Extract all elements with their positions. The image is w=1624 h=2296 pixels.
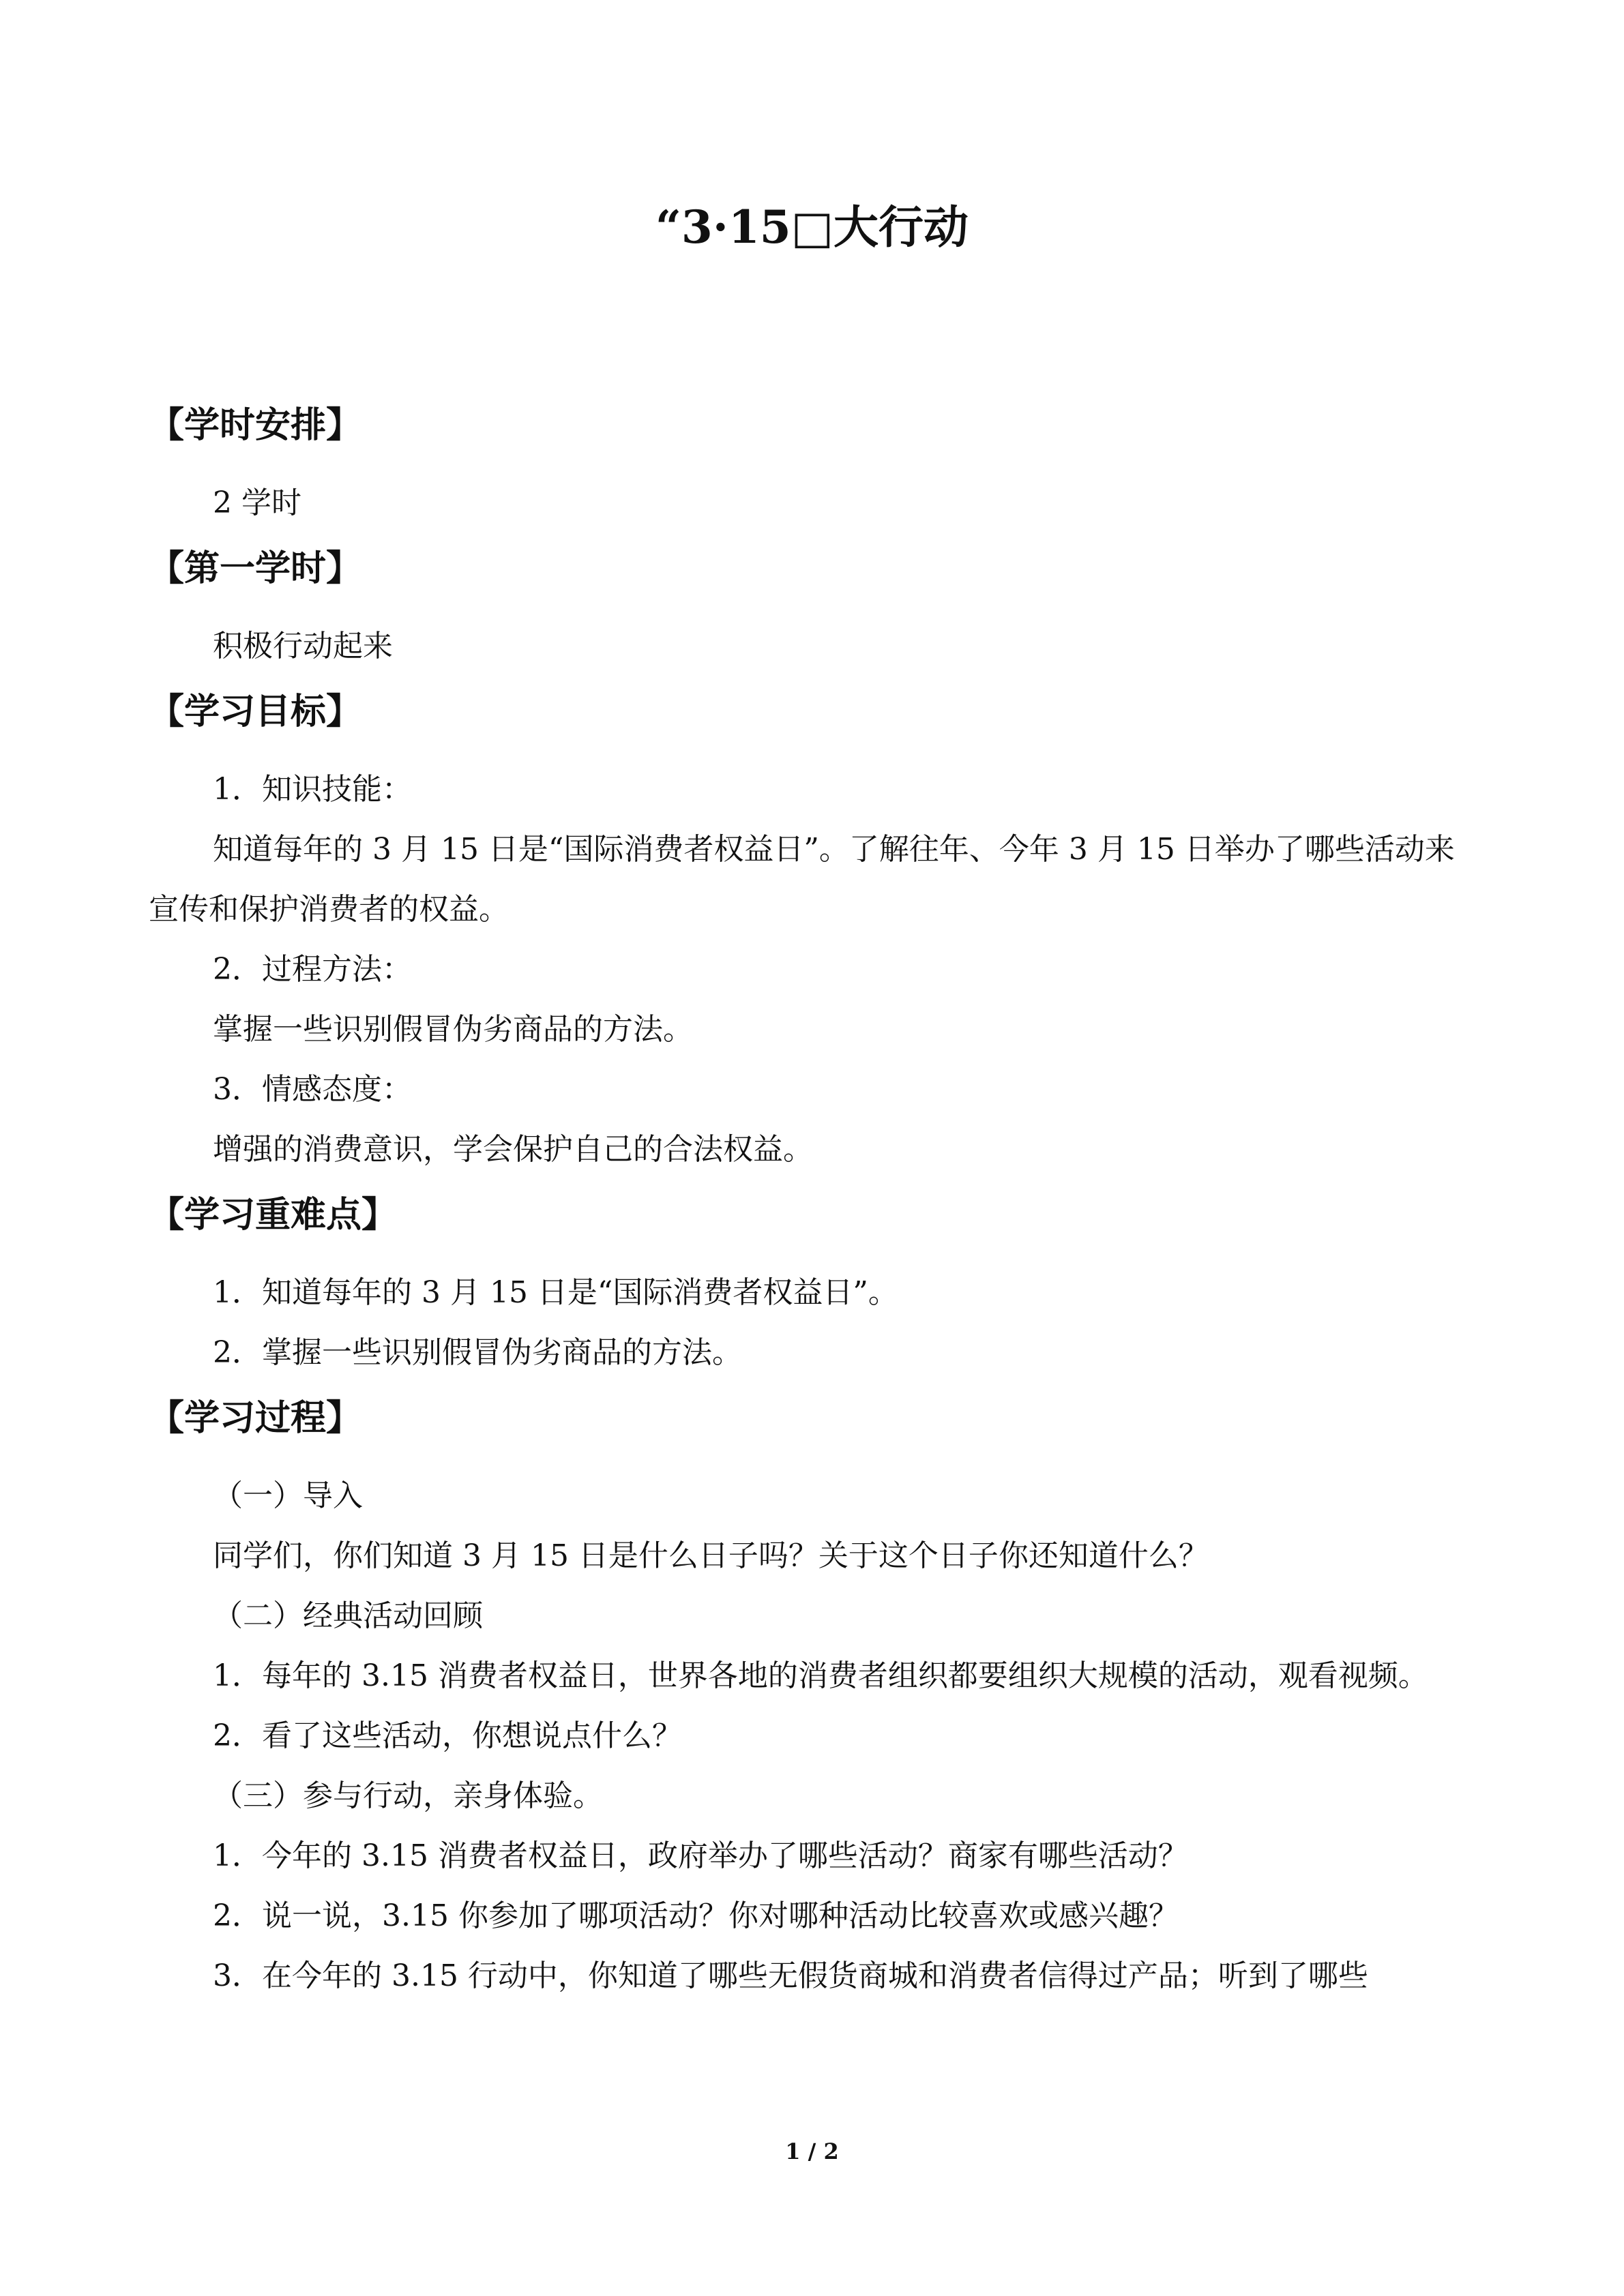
document-body	[149, 402, 1462, 2006]
paragraph: 2．说一说，3.15 你参加了哪项活动？你对哪种活动比较喜欢或感兴趣？	[213, 1898, 1179, 1933]
paragraph: 1．每年的 3.15 消费者权益日，世界各地的消费者组织都要组织大规模的活动，观看视频。	[213, 1658, 1428, 1693]
paragraph: 3．在今年的 3.15 行动中，你知道了哪些无假货商城和消费者信得过产品；听到了哪些	[213, 1958, 1368, 1993]
paragraph: 2．掌握一些识别假冒伪劣商品的方法。	[213, 1335, 742, 1370]
paragraph: 掌握一些识别假冒伪劣商品的方法。	[213, 1012, 693, 1047]
section-key-points	[149, 1192, 1462, 1383]
paragraph: 积极行动起来	[213, 629, 393, 664]
section-heading: 【学习目标】	[149, 691, 362, 732]
section-heading: 【学习重难点】	[149, 1195, 398, 1236]
section-heading: 【学时安排】	[149, 405, 362, 446]
document-title: “3·15□大行动	[655, 200, 969, 254]
section-process	[149, 1395, 1462, 2006]
paragraph: 2．看了这些活动，你想说点什么？	[213, 1718, 682, 1753]
paragraph: 3．情感态度：	[213, 1072, 412, 1107]
paragraph: （二）经典活动回顾	[213, 1598, 483, 1633]
paragraph: 增强的消费意识，学会保护自己的合法权益。	[213, 1132, 813, 1167]
page-number: 1 / 2	[785, 2138, 839, 2164]
paragraph: （三）参与行动，亲身体验。	[213, 1778, 603, 1813]
paragraph: 2 学时	[213, 486, 301, 520]
section-objectives	[149, 689, 1462, 1180]
paragraph: （一）导入	[213, 1478, 363, 1513]
section-heading: 【学习过程】	[149, 1398, 362, 1439]
section-heading: 【第一学时】	[149, 548, 362, 589]
section-schedule	[149, 402, 1462, 533]
paragraph: 1．今年的 3.15 消费者权益日，政府举办了哪些活动？商家有哪些活动？	[213, 1838, 1188, 1873]
paragraph: 1．知道每年的 3 月 15 日是“国际消费者权益日”。	[213, 1275, 898, 1310]
paragraph: 同学们，你们知道 3 月 15 日是什么日子吗？关于这个日子你还知道什么？	[213, 1538, 1209, 1573]
paragraph: 知道每年的 3 月 15 日是“国际消费者权益日”。了解往年、今年 3 月 15 日举办了哪些活动来宣传和保护消费者的权益。	[149, 832, 1455, 927]
section-first-period	[149, 546, 1462, 676]
paragraph: 2．过程方法：	[213, 952, 412, 987]
paragraph: 1．知识技能：	[213, 772, 412, 807]
